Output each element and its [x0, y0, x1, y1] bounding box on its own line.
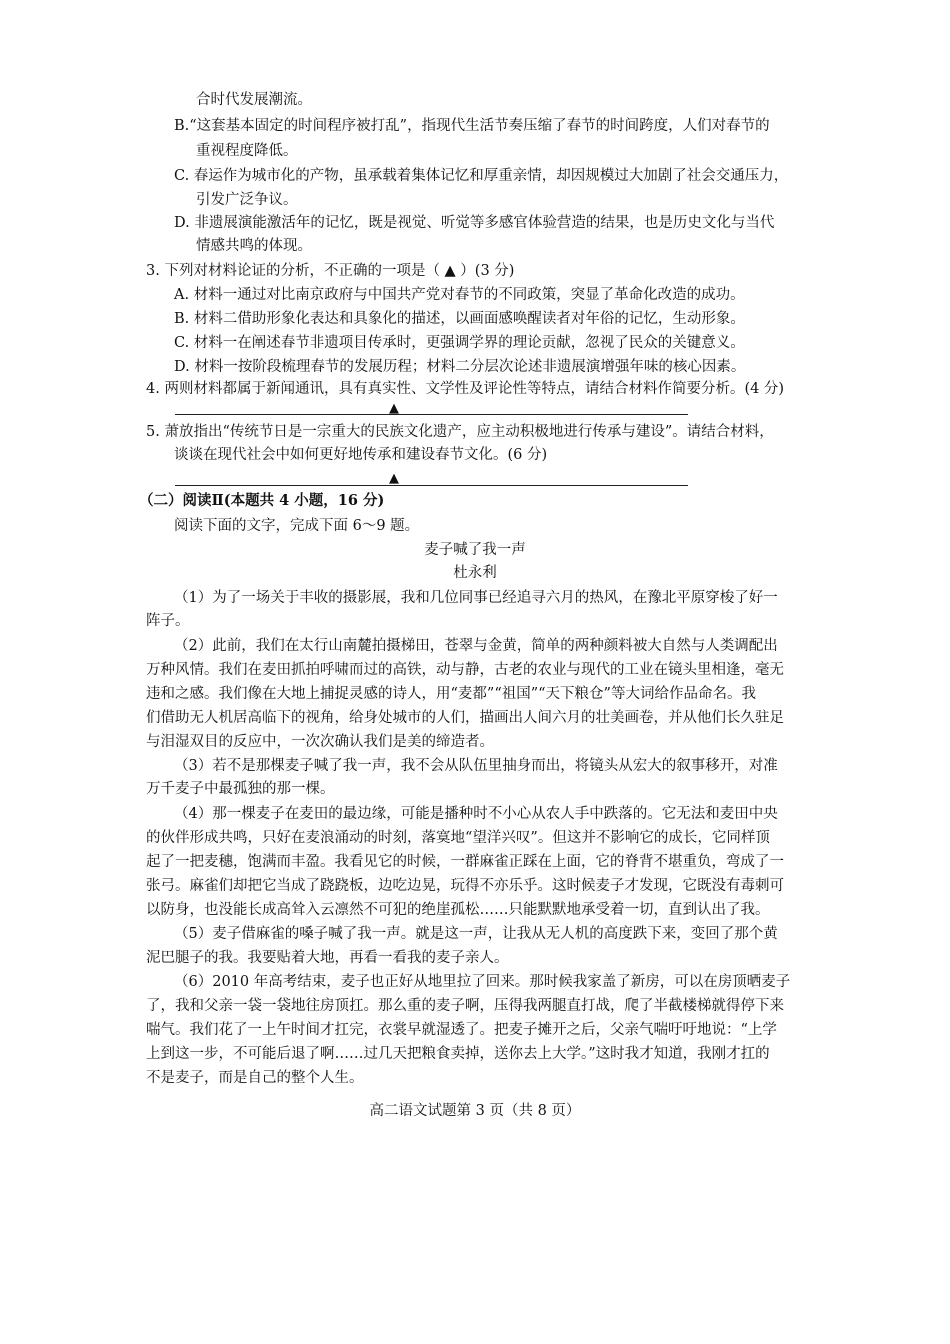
option-c-line-1: C. 春运作为城市化的产物，虽承载着集体记忆和厚重亲情，却因规模过大加剧了社会交通压力，: [174, 168, 789, 184]
paragraph-4-line-5: 以防身，也没能长成高耸入云凛然不可犯的绝崖孤松……只能默默地承受着一切，直到认出了我。: [146, 902, 770, 918]
option-d-line-1: D. 非遗展演能激活年的记忆，既是视觉、听觉等多感官体验营造的结果，也是历史文化与当代: [174, 215, 775, 231]
section-heading: （二）阅读Ⅱ(本题共 4 小题，16 分): [139, 492, 385, 509]
passage-author: 杜永利: [453, 565, 497, 581]
paragraph-5-line-1: （5）麦子借麻雀的嗓子喊了我一声。就是这一声，让我从无人机的高度跌下来，变回了那个黄: [174, 926, 778, 942]
answer-mark-q4: ▲: [389, 401, 399, 416]
paragraph-6-line-5: 不是麦子，而是自己的整个人生。: [146, 1070, 364, 1086]
paragraph-5-line-2: 泥巴腿子的我。我要贴着大地，再看一看我的麦子亲人。: [146, 950, 509, 966]
passage-title: 麦子喊了我一声: [424, 542, 526, 558]
question-3-option-b: B. 材料二借助形象化表达和具象化的描述，以画面感唤醒读者对年俗的记忆，生动形象。: [174, 311, 745, 327]
paragraph-6-line-4: 上到这一步，不可能后退了啊……过几天把粮食卖掉，送你去上大学。”这时我才知道，我刚才扛的: [146, 1046, 770, 1062]
paragraph-3-line-2: 万千麦子中最孤独的那一棵。: [146, 781, 335, 797]
option-b-line-2: 重视程度降低。: [196, 143, 298, 159]
paragraph-3-line-1: （3）若不是那棵麦子喊了我一声，我不会从队伍里抽身而出，将镜头从宏大的叙事移开，对准: [174, 758, 778, 774]
question-3-option-c: C. 材料一在阐述春节非遗项目传承时，更强调学界的理论贡献，忽视了民众的关键意义。: [174, 335, 745, 351]
question-4-stem: 4. 两则材料都属于新闻通讯，具有真实性、文学性及评论性等特点，请结合材料作简要分析。(4 分): [146, 381, 785, 397]
option-c-line-2: 引发广泛争议。: [196, 192, 298, 208]
page-footer: 高二语文试题第 3 页（共 8 页）: [369, 1103, 581, 1119]
paragraph-2-line-1: （2）此前，我们在太行山南麓拍摄梯田，苍翠与金黄，简单的两种颜料被大自然与人类调配出: [174, 638, 778, 654]
answer-mark-q5: ▲: [389, 471, 399, 486]
question-5-stem-line-1: 5. 萧放指出“传统节日是一宗重大的民族文化遗产，应主动积极地进行传承与建设”。请结合材料，: [146, 424, 774, 440]
paragraph-4-line-1: （4）那一棵麦子在麦田的最边缘，可能是播种时不小心从农人手中跌落的。它无法和麦田中央: [174, 806, 778, 822]
section-instruction: 阅读下面的文字，完成下面 6～9 题。: [174, 518, 420, 534]
question-5-stem-line-2: 谈谈在现代社会中如何更好地传承和建设春节文化。(6 分): [174, 447, 548, 463]
option-d-line-2: 情感共鸣的体现。: [196, 238, 312, 254]
answer-line-q5: [175, 485, 688, 486]
question-3-option-d: D. 材料一按阶段梳理春节的发展历程；材料二分层次论述非遗展演增强年味的核心因素。: [174, 359, 746, 375]
paragraph-2-line-3: 违和之感。我们像在大地上捕捉灵感的诗人，用“麦都”“祖国”“天下粮仓”等大词给作品命名。我: [146, 686, 756, 702]
paragraph-1-line-1: （1）为了一场关于丰收的摄影展，我和几位同事已经追寻六月的热风，在豫北平原穿梭了好一: [174, 590, 778, 606]
paragraph-6-line-3: 喘气。我们花了一上午时间才扛完，衣裳早就湿透了。把麦子摊开之后，父亲气喘吁吁地说：“上学: [146, 1022, 777, 1038]
paragraph-4-line-4: 张弓。麻雀们却把它当成了跷跷板，边吃边晃，玩得不亦乐乎。这时候麦子才发现，它既没有毒刺可: [146, 878, 784, 894]
paragraph-4-line-2: 的伙伴形成共鸣，只好在麦浪涌动的时刻，落寞地“望洋兴叹”。但这并不影响它的成长，它同样顶: [146, 830, 770, 846]
question-3-stem: 3. 下列对材料论证的分析，不正确的一项是（ ▲ ）(3 分): [146, 263, 515, 279]
paragraph-1-line-2: 阵子。: [146, 613, 190, 629]
paragraph-4-line-3: 起了一把麦穗，饱满而丰盈。我看见它的时候，一群麻雀正踩在上面，它的脊背不堪重负，弯成了一: [146, 854, 784, 870]
paragraph-2-line-2: 万种风情。我们在麦田抓拍呼啸而过的高铁，动与静，古老的农业与现代的工业在镜头里相逢，毫无: [146, 662, 784, 678]
paragraph-6-line-1: （6）2010 年高考结束，麦子也正好从地里拉了回来。那时候我家盖了新房，可以在房顶晒麦子: [174, 974, 791, 990]
answer-line-q4: [175, 414, 688, 415]
paragraph-6-line-2: 了，我和父亲一袋一袋地往房顶扛。那么重的麦子啊，压得我两腿直打战，爬了半截楼梯就得停下来: [146, 998, 784, 1014]
option-b-line-1: B.“这套基本固定的时间程序被打乱”，指现代生活节奏压缩了春节的时间跨度，人们对春节的: [174, 118, 770, 134]
question-3-option-a: A. 材料一通过对比南京政府与中国共产党对春节的不同政策，突显了革命化改造的成功。: [174, 287, 745, 303]
option-a-continuation: 合时代发展潮流。: [196, 92, 312, 108]
paragraph-2-line-4: 们借助无人机居高临下的视角，给身处城市的人们，描画出人间六月的壮美画卷，并从他们长久驻足: [146, 710, 784, 726]
paragraph-2-line-5: 与泪湿双目的反应中，一次次确认我们是美的缔造者。: [146, 734, 494, 750]
